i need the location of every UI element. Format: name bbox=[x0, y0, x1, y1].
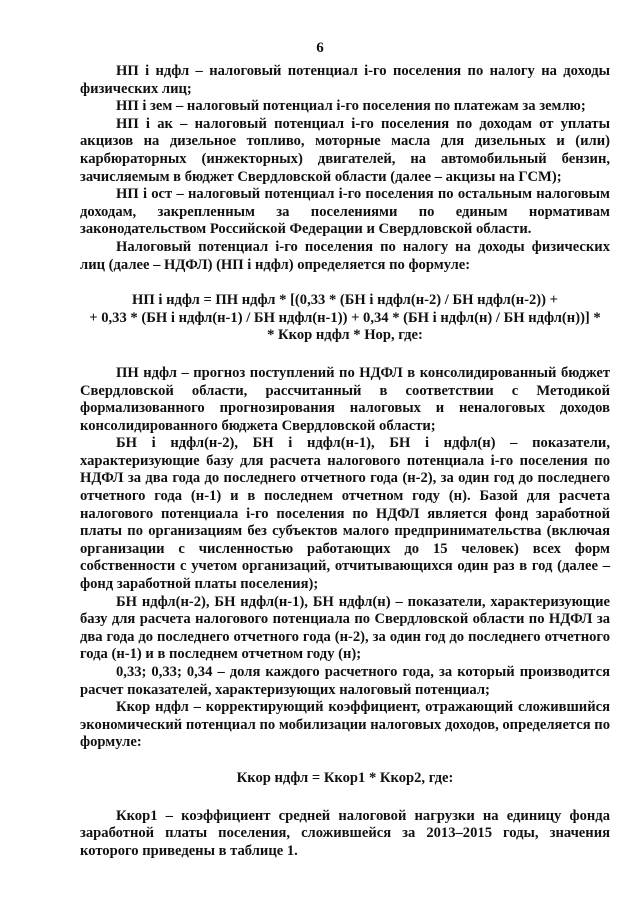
paragraph-np-ak: НП i ак – налоговый потенциал i-го поселения по доходам от уплаты акцизов на дизельное топливо, моторные масла для дизельных и (или) карбюраторных (инжекторных) двигателей, на автомобильный бензин, зачисляемым в бюджет Свердловской области (далее – акцизы на ГСМ); bbox=[80, 115, 610, 185]
document-body bbox=[80, 63, 610, 860]
paragraph-np-ndfl: НП i ндфл – налоговый потенциал i-го поселения по налогу на доходы физических лиц; bbox=[80, 63, 610, 97]
paragraph-np-ost: НП i ост – налоговый потенциал i-го поселения по остальным налоговым доходам, закрепленным за поселениями по единым нормативам законодательством Российской Федерации и Свердловской области. bbox=[80, 186, 610, 238]
formula-ndfl-line-3: * Ккор ндфл * Нор, где: bbox=[267, 327, 423, 344]
paragraph-kkor-ndfl: Ккор ндфл – корректирующий коэффициент, отражающий сложившийся экономический потенциал по мобилизации налоговых доходов, определяется по формуле: bbox=[80, 699, 610, 751]
page-number: 6 bbox=[316, 40, 324, 56]
formula-ndfl-line-2: + 0,33 * (БН i ндфл(н-1) / БН ндфл(н-1)) + 0,34 * (БН i ндфл(н) / БН ндфл(н))] * bbox=[89, 309, 601, 326]
paragraph-np-zem: НП i зем – налоговый потенциал i-го поселения по платежам за землю; bbox=[116, 98, 586, 115]
formula-ndfl-line-1: НП i ндфл = ПН ндфл * [(0,33 * (БН i ндфл(н-2) / БН ндфл(н-2)) + bbox=[132, 292, 558, 309]
formula-kkor: Ккор ндфл = Ккор1 * Ккор2, где: bbox=[236, 769, 454, 786]
paragraph-kkor1: Ккор1 – коэффициент средней налоговой нагрузки на единицу фонда заработной платы поселения, сложившейся за 2013–2015 годы, значения которого приведены в таблице 1. bbox=[80, 807, 610, 859]
paragraph-ndfl-intro: Налоговый потенциал i-го поселения по налогу на доходы физических лиц (далее – НДФЛ) (НП i ндфл) определяется по формуле: bbox=[80, 238, 610, 273]
paragraph-bn-i-ndfl: БН i ндфл(н-2), БН i ндфл(н-1), БН i ндфл(н) – показатели, характеризующие базу для расчета налогового потенциала i-го поселения по НДФЛ за два года до последнего отчетного года (н-2), за один год до последнего отчетного года (н-1) и в последнем отчетном году (н). Базой для расчета налогового потенциала i-го поселения по НДФЛ является фонд заработной платы по организациям без субъектов малого предпринимательства (включая организации с численностью работающих до 15 человек) всех форм собственности с учетом организаций, отчитывающихся один раз в год (далее – фонд заработной платы поселения); bbox=[80, 435, 610, 593]
paragraph-shares: 0,33; 0,33; 0,34 – доля каждого расчетного года, за который производится расчет показателей, характеризующих налоговый потенциал; bbox=[80, 664, 610, 698]
paragraph-pn-ndfl: ПН ндфл – прогноз поступлений по НДФЛ в консолидированный бюджет Свердловской области, рассчитанный в соответствии с Методикой формализованного прогнозирования налоговых и неналоговых доходов консолидированного бюджета Свердловской области; bbox=[80, 364, 610, 434]
paragraph-bn-ndfl: БН ндфл(н-2), БН ндфл(н-1), БН ндфл(н) – показатели, характеризующие базу для расчета налогового потенциала по Свердловской области по НДФЛ за два года до последнего отчетного года (н-2), за один год до последнего отчетного года (н-1) и в последнем отчетном году (н); bbox=[80, 593, 610, 663]
